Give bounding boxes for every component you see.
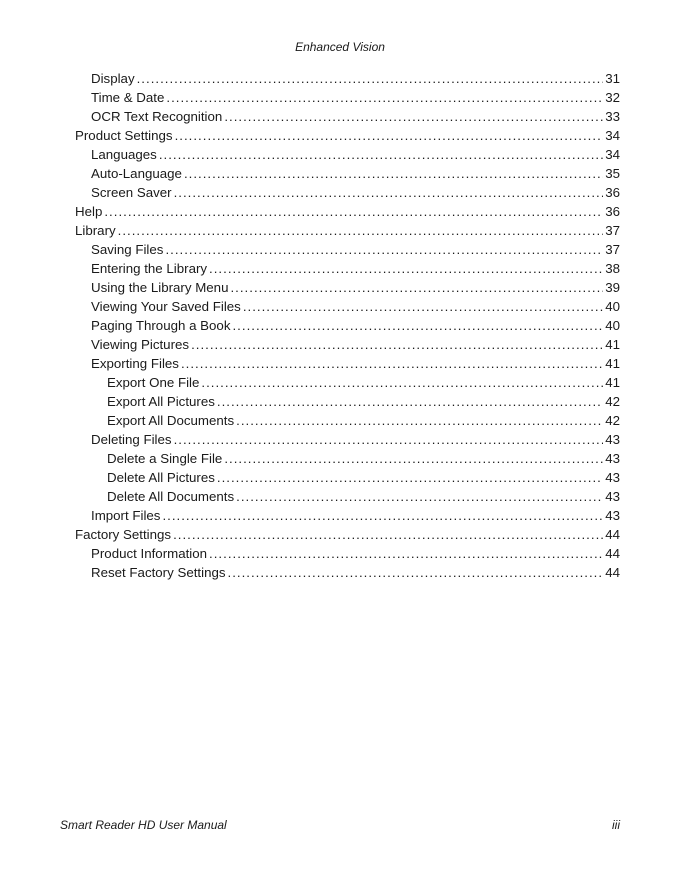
toc-entry-page: 37	[605, 223, 620, 238]
toc-entry-page: 44	[605, 546, 620, 561]
toc-entry-title: Paging Through a Book	[91, 318, 231, 333]
toc-entry[interactable]	[75, 202, 620, 221]
toc-entry-page: 40	[605, 318, 620, 333]
toc-entry-page: 42	[605, 413, 620, 428]
toc-entry-title: Screen Saver	[91, 185, 172, 200]
toc-entry-page: 31	[605, 71, 620, 86]
toc-entry-title: Export All Pictures	[107, 394, 215, 409]
toc-entry-page: 41	[605, 337, 620, 352]
toc-entry[interactable]	[75, 126, 620, 145]
toc-entry-title: Product Settings	[75, 128, 173, 143]
toc-leader-dots	[236, 487, 603, 506]
toc-entry-page: 43	[605, 451, 620, 466]
toc-entry-title: Viewing Pictures	[91, 337, 190, 352]
toc-entry-page: 43	[605, 489, 620, 504]
toc-entry-page: 44	[605, 565, 620, 580]
toc-entry-title: Exporting Files	[91, 356, 179, 371]
toc-entry-title: Saving Files	[91, 242, 164, 257]
toc-entry-title: Delete a Single File	[107, 451, 223, 466]
toc-entry-title: Product Information	[91, 546, 208, 561]
toc-leader-dots	[165, 240, 603, 259]
toc-entry[interactable]	[91, 354, 620, 373]
toc-entry[interactable]	[91, 430, 620, 449]
toc-leader-dots	[174, 183, 604, 202]
toc-leader-dots	[162, 506, 603, 525]
toc-leader-dots	[104, 202, 603, 221]
toc-entry-title: Factory Settings	[75, 527, 172, 542]
toc-entry-page: 34	[605, 128, 620, 143]
toc-entry[interactable]	[91, 164, 620, 183]
toc-leader-dots	[230, 278, 603, 297]
toc-entry[interactable]	[91, 240, 620, 259]
toc-entry-page: 44	[605, 527, 620, 542]
toc-entry-title: Languages	[91, 147, 157, 162]
toc-leader-dots	[166, 88, 603, 107]
toc-entry[interactable]	[91, 506, 620, 525]
toc-entry[interactable]	[75, 525, 620, 544]
toc-leader-dots	[181, 354, 603, 373]
toc-entry[interactable]	[91, 278, 620, 297]
toc-leader-dots	[224, 107, 603, 126]
toc-entry-page: 35	[605, 166, 620, 181]
running-header: Enhanced Vision	[295, 40, 385, 54]
toc-entry-title: Help	[75, 204, 103, 219]
toc-entry[interactable]	[107, 487, 620, 506]
toc-leader-dots	[243, 297, 603, 316]
toc-leader-dots	[173, 525, 603, 544]
toc-entry-page: 39	[605, 280, 620, 295]
toc-entry-page: 36	[605, 204, 620, 219]
toc-leader-dots	[224, 449, 603, 468]
toc-entry-page: 37	[605, 242, 620, 257]
toc-entry-title: Delete All Pictures	[107, 470, 215, 485]
toc-entry-page: 41	[605, 356, 620, 371]
toc-leader-dots	[175, 126, 604, 145]
toc-leader-dots	[209, 544, 603, 563]
toc-entry[interactable]	[107, 468, 620, 487]
toc-leader-dots	[209, 259, 603, 278]
toc-entry-page: 43	[605, 508, 620, 523]
toc-entry-title: Export One File	[107, 375, 200, 390]
toc-entry-page: 36	[605, 185, 620, 200]
toc-leader-dots	[228, 563, 604, 582]
toc-entry-title: Entering the Library	[91, 261, 208, 276]
toc-entry[interactable]	[91, 145, 620, 164]
toc-leader-dots	[184, 164, 603, 183]
toc-entry-title: Auto-Language	[91, 166, 182, 181]
toc-entry-page: 32	[605, 90, 620, 105]
toc-entry-page: 43	[605, 432, 620, 447]
toc-entry-title: OCR Text Recognition	[91, 109, 223, 124]
toc-entry[interactable]	[91, 335, 620, 354]
toc-entry-title: Delete All Documents	[107, 489, 235, 504]
toc-entry[interactable]	[91, 69, 620, 88]
toc-entry-page: 43	[605, 470, 620, 485]
toc-entry-page: 41	[605, 375, 620, 390]
toc-leader-dots	[201, 373, 603, 392]
footer-page-number: iii	[612, 818, 620, 832]
toc-entry-title: Import Files	[91, 508, 161, 523]
toc-leader-dots	[232, 316, 603, 335]
toc-entry-title: Export All Documents	[107, 413, 235, 428]
toc-leader-dots	[236, 411, 603, 430]
toc-leader-dots	[118, 221, 604, 240]
toc-entry[interactable]	[91, 183, 620, 202]
toc-entry[interactable]	[107, 449, 620, 468]
toc-entry-title: Display	[91, 71, 135, 86]
toc-entry[interactable]	[91, 563, 620, 582]
toc-entry[interactable]	[91, 259, 620, 278]
toc-entry[interactable]	[107, 392, 620, 411]
toc-leader-dots	[217, 468, 603, 487]
toc-entry-title: Viewing Your Saved Files	[91, 299, 241, 314]
toc-entry[interactable]	[91, 544, 620, 563]
toc-entry[interactable]	[107, 411, 620, 430]
toc-entry[interactable]	[91, 88, 620, 107]
footer-manual-title: Smart Reader HD User Manual	[60, 818, 227, 832]
toc-entry-title: Using the Library Menu	[91, 280, 229, 295]
toc-entry[interactable]	[91, 316, 620, 335]
toc-entry[interactable]	[107, 373, 620, 392]
toc-leader-dots	[159, 145, 603, 164]
toc-leader-dots	[191, 335, 603, 354]
toc-entry-title: Time & Date	[91, 90, 165, 105]
toc-entry-title: Reset Factory Settings	[91, 565, 226, 580]
toc-entry[interactable]	[91, 297, 620, 316]
toc-leader-dots	[137, 69, 604, 88]
toc-entry[interactable]	[91, 107, 620, 126]
toc-entry-page: 42	[605, 394, 620, 409]
toc-entry-page: 33	[605, 109, 620, 124]
toc-entry[interactable]	[75, 221, 620, 240]
toc-entry-page: 34	[605, 147, 620, 162]
toc-entry-title: Library	[75, 223, 116, 238]
toc-entry-title: Deleting Files	[91, 432, 172, 447]
toc-leader-dots	[174, 430, 604, 449]
toc-leader-dots	[217, 392, 603, 411]
toc-entry-page: 40	[605, 299, 620, 314]
toc-entry-page: 38	[605, 261, 620, 276]
